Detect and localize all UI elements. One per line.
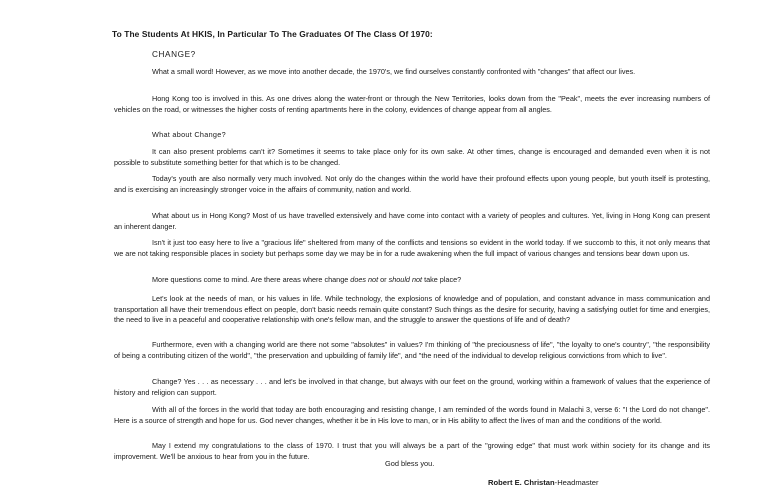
paragraph-change-yes: Change? Yes . . . as necessary . . . and let's be involved in that change, but always with our feet on the ground, working within a framework of values that the experience of history and religion can support. bbox=[114, 377, 710, 397]
question-emphasis-does-not: does not bbox=[350, 275, 379, 284]
paragraph-absolutes: Furthermore, even with a changing world are there not some "absolutes" in values? I'm thinking of "the preciousness of life", "the loyalty to one's country", "the responsibility of being a contributing citizen of the world", "the preservation and upbuilding of family life", and "the need of the individual to develop religious convictions from which to live". bbox=[114, 340, 710, 360]
signature bbox=[488, 478, 599, 487]
paragraph-us-in-hong-kong: What about us in Hong Kong? Most of us have travelled extensively and have come into contact with a variety of peoples and cultures. Yet, living in Hong Kong can present an inherent danger. bbox=[114, 211, 710, 231]
paragraph-congratulations: May I extend my congratulations to the class of 1970. I trust that you will always be a part of the "growing edge" that must work within society for its change and its improvement. We'll be anxious to hear from you in the future. bbox=[114, 441, 710, 461]
paragraph-youth: Today's youth are also normally very much involved. Not only do the changes within the world have their profound effects upon young people, but youth itself is protesting, and is exercising an increasingly stronger voice in the affairs of community, nation and world. bbox=[114, 174, 710, 194]
letter-heading: To The Students At HKIS, In Particular To The Graduates Of The Class Of 1970: bbox=[112, 29, 433, 39]
paragraph-problems: It can also present problems can't it? Sometimes it seems to take place only for its own sake. At other times, change is encouraged and demanded even when it is not possible to substitute something better for that which is to be changed. bbox=[114, 147, 710, 167]
question-text-middle: or bbox=[378, 275, 389, 284]
paragraph-what-about-change: What about Change? bbox=[152, 130, 226, 139]
paragraph-hong-kong: Hong Kong too is involved in this. As one drives along the water-front or through the New Territories, looks down from the "Peak", meets the ever increasing numbers of vehicles on the road, or witnesses the higher costs of renting apartments here in the colony, evidences of change appear from all angles. bbox=[114, 94, 710, 114]
paragraph-malachi: With all of the forces in the world that today are both encouraging and resisting change, I am reminded of the words found in Malachi 3, verse 6: "I the Lord do not change". Here is a source of strength and hope for us. God never changes, whether it be in His love to man, or in His ability to affect the lives of man and the conditions of the world. bbox=[114, 405, 710, 425]
paragraph-gracious-life: Isn't it just too easy here to live a "gracious life" sheltered from many of the conflicts and tensions so evident in the world today. If we succomb to this, it not only means that we are not taking responsible places in society but perhaps some day we may be in for a rude awakening when the full impact of various changes and tensions bear down upon us. bbox=[114, 238, 710, 258]
question-text-before: More questions come to mind. Are there areas where change bbox=[152, 275, 351, 284]
signature-title: -Headmaster bbox=[554, 478, 599, 487]
closing-line: God bless you. bbox=[385, 459, 435, 468]
question-text-after: take place? bbox=[422, 275, 462, 284]
paragraph-needs-of-man: Let's look at the needs of man, or his values in life. While technology, the explosions of knowledge and of population, and constant advance in mass communication and transportation all have their tremendous effect on people, don't basic needs remain quite constant? Such things as the desire for security, having a satisfying outlet for time and energies, the need to live in a peaceful and cooperative relationship with one's fellow man, and the struggle to answer the questions of life and of death? bbox=[114, 294, 710, 325]
question-emphasis-should-not: should not bbox=[388, 275, 423, 284]
paragraph-small-word: What a small word! However, as we move into another decade, the 1970's, we find ourselves constantly confronted with "changes" that affect our lives. bbox=[152, 67, 636, 76]
letter-salutation: CHANGE? bbox=[152, 50, 196, 59]
paragraph-more-questions bbox=[114, 275, 710, 286]
signature-name: Robert E. Christan bbox=[488, 478, 555, 487]
